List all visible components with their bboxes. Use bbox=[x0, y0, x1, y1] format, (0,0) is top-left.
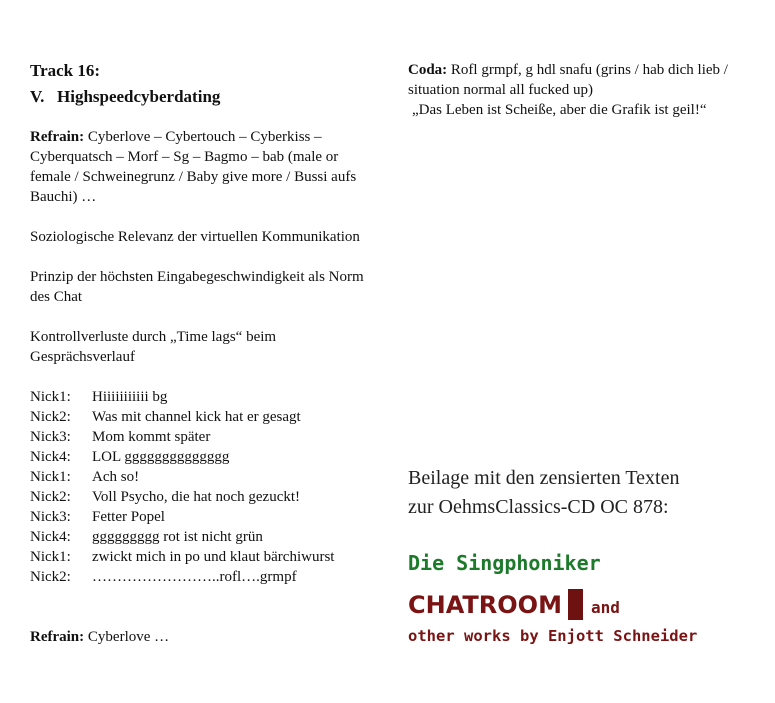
chat-line bbox=[30, 527, 370, 547]
chat-nick: Nick3: bbox=[30, 509, 71, 525]
track-number: Track 16: bbox=[30, 61, 101, 80]
chat-message: ggggggggg rot ist nicht grün bbox=[92, 529, 263, 545]
chat-message: ……………………..rofl….grmpf bbox=[92, 569, 297, 585]
chat-log bbox=[30, 387, 370, 587]
chat-message: zwickt mich in po und klaut bärchiwurst bbox=[92, 549, 335, 565]
chat-line bbox=[30, 487, 370, 507]
coda-text: Rofl grmpf, g hdl snafu (grins / hab dich lieb / situation normal all fucked up) bbox=[408, 62, 728, 98]
chat-message: Was mit channel kick hat er gesagt bbox=[92, 409, 301, 425]
beilage-note bbox=[408, 464, 679, 522]
chat-line bbox=[30, 447, 370, 467]
chat-message: Voll Psycho, die hat noch gezuckt! bbox=[92, 489, 301, 505]
refrain-closing-text: Cyberlove … bbox=[84, 629, 170, 645]
chat-nick: Nick2: bbox=[30, 409, 71, 425]
beilage-line-1: Beilage mit den zensierten Texten bbox=[408, 467, 680, 489]
ensemble-name: Die Singphoniker bbox=[408, 551, 601, 575]
chat-nick: Nick1: bbox=[30, 549, 71, 565]
chat-nick: Nick4: bbox=[30, 449, 71, 465]
other-works-line: other works by Enjott Schneider bbox=[408, 627, 698, 645]
chat-nick: Nick3: bbox=[30, 429, 71, 445]
track-roman-numeral: V. bbox=[30, 87, 45, 106]
chat-nick: Nick1: bbox=[30, 469, 71, 485]
prinzip-paragraph: Prinzip der höchsten Eingabegeschwindigkeit als Norm des Chat bbox=[30, 269, 364, 305]
chat-nick: Nick4: bbox=[30, 529, 71, 545]
chat-line bbox=[30, 547, 370, 567]
chat-line bbox=[30, 467, 370, 487]
chat-line bbox=[30, 567, 370, 587]
chat-message: Hiiiiiiiiiii bg bbox=[92, 389, 168, 405]
and-word: and bbox=[590, 598, 620, 617]
cd-title-line bbox=[408, 589, 620, 620]
chat-nick: Nick2: bbox=[30, 489, 71, 505]
chat-message: Mom kommt später bbox=[92, 429, 211, 445]
chat-message: Fetter Popel bbox=[92, 509, 165, 525]
coda-paragraph bbox=[408, 60, 760, 120]
chat-line bbox=[30, 407, 370, 427]
coda-label: Coda: bbox=[408, 62, 448, 78]
refrain-closing bbox=[30, 627, 370, 647]
track-title-text: Highspeedcyberdating bbox=[57, 87, 221, 106]
refrain-paragraph bbox=[30, 127, 370, 207]
beilage-line-2: zur OehmsClassics-CD OC 878: bbox=[408, 496, 669, 518]
relevanz-paragraph: Soziologische Relevanz der virtuellen Kommunikation bbox=[30, 229, 360, 245]
kontroll-paragraph: Kontrollverluste durch „Time lags“ beim Gesprächsverlauf bbox=[30, 329, 277, 365]
cd-title: CHATROOM bbox=[408, 591, 562, 619]
refrain-closing-label: Refrain: bbox=[30, 629, 85, 645]
chat-message: Ach so! bbox=[92, 469, 140, 485]
refrain-text: Cyberlove – Cybertouch – Cyberkiss – Cyberquatsch – Morf – Sg – Bagmo – bab (male or female / Schweinegrunz / Baby give more / Bussi aufs Bauchi) … bbox=[30, 129, 357, 205]
chat-line bbox=[30, 387, 370, 407]
chat-nick: Nick2: bbox=[30, 569, 71, 585]
track-title bbox=[30, 86, 220, 108]
chat-message: LOL gggggggggggggg bbox=[92, 449, 230, 465]
red-block-logo bbox=[568, 589, 583, 620]
coda-quote: „Das Leben ist Scheiße, aber die Grafik ist geil!“ bbox=[412, 102, 707, 118]
chat-line bbox=[30, 427, 370, 447]
refrain-label: Refrain: bbox=[30, 129, 85, 145]
chat-line bbox=[30, 507, 370, 527]
chat-nick: Nick1: bbox=[30, 389, 71, 405]
